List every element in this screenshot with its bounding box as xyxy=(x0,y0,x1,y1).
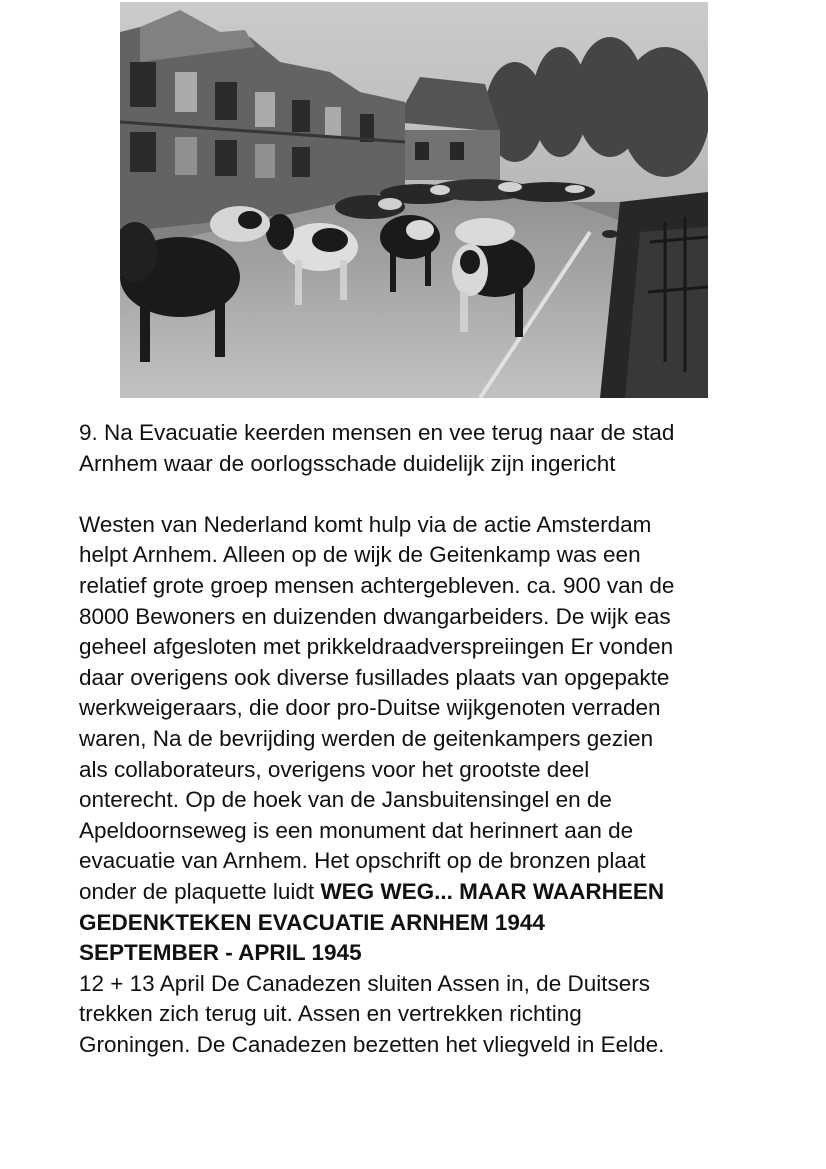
closing-paragraph xyxy=(79,969,779,1061)
monument-inscription-line3: SEPTEMBER - APRIL 1945 xyxy=(79,940,362,966)
caption-heading xyxy=(79,418,779,479)
caption-heading-line2: Arnhem waar de oorlogsschade duidelijk zijn ingericht xyxy=(79,450,616,476)
paragraph-gap xyxy=(79,479,779,510)
monument-inscription-line1: WEG WEG... MAAR WAARHEEN xyxy=(320,878,665,904)
cattle-street-photo-drawing xyxy=(120,2,708,398)
caption-heading-line1: 9. Na Evacuatie keerden mensen en vee terug naar de stad xyxy=(79,420,675,445)
body-text: Westen van Nederland komt hulp via de actie Amsterdam helpt Arnhem. Alleen op de wijk de Geitenkamp was een relatief grote groep mensen achtergebleven. ca. 900 van de 8000 Bewoners en duizenden dwangarbeiders. De wijk eas geheel afgesloten met prikkeldraadverspreiingen Er vonden daar overigens ook diverse fusillades plaats van opgepakte werkweigeraars, die door pro-Duitse wijkgenoten verraden waren, Na de bevrijding werden de geitenkampers gezien als collaborateurs, overigens voor het grootste deel onterecht. Op de hoek van de Jansbuitensingel en de Apeldoornseweg is een monument dat herinnert aan de evacuatie van Arnhem. Het opschrift op de bronzen plaat onder de plaquette luidt xyxy=(79,511,675,904)
body-paragraph xyxy=(79,510,779,969)
closing-text: 12 + 13 April De Canadezen sluiten Assen in, de Duitsers trekken zich terug uit. Assen en vertrekken richting Groningen. De Canadezen bezetten het vliegveld in Eelde. xyxy=(79,970,665,1057)
caption-text xyxy=(79,418,779,1060)
monument-inscription-line2: GEDENKTEKEN EVACUATIE ARNHEM 1944 xyxy=(79,909,545,935)
historical-photo xyxy=(120,2,708,398)
